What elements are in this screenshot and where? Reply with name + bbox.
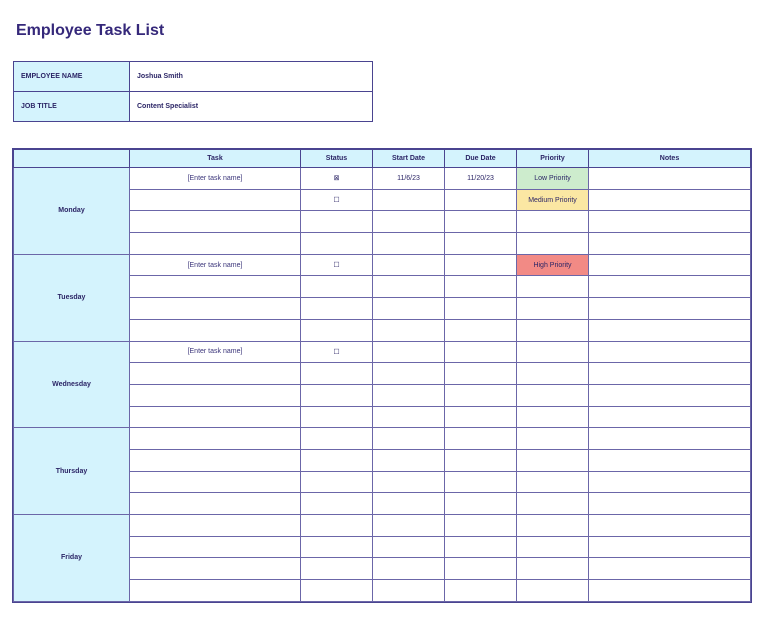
employee-info-table: [13, 61, 373, 122]
employee-name-field[interactable]: Joshua Smith: [130, 62, 373, 92]
due-date-cell[interactable]: [445, 536, 517, 558]
col-header-task: Task: [130, 150, 301, 168]
status-checkbox[interactable]: ☐: [301, 254, 373, 276]
notes-cell[interactable]: [589, 449, 751, 471]
start-date-cell[interactable]: [373, 406, 445, 428]
notes-cell[interactable]: [589, 211, 751, 233]
due-date-cell[interactable]: [445, 428, 517, 450]
start-date-cell[interactable]: [373, 189, 445, 211]
priority-cell[interactable]: [517, 449, 589, 471]
due-date-cell[interactable]: [445, 319, 517, 341]
status-checkbox[interactable]: [301, 276, 373, 298]
priority-cell[interactable]: [517, 298, 589, 320]
start-date-cell[interactable]: [373, 384, 445, 406]
priority-cell[interactable]: [517, 493, 589, 515]
task-cell[interactable]: [130, 536, 301, 558]
notes-cell[interactable]: [589, 580, 751, 602]
status-checkbox[interactable]: [301, 580, 373, 602]
task-cell[interactable]: [130, 384, 301, 406]
notes-cell[interactable]: [589, 298, 751, 320]
task-table-header: [14, 150, 751, 168]
task-cell[interactable]: [130, 363, 301, 385]
notes-cell[interactable]: [589, 471, 751, 493]
priority-cell[interactable]: [517, 406, 589, 428]
status-checkbox[interactable]: ☐: [301, 189, 373, 211]
priority-cell[interactable]: [517, 428, 589, 450]
task-cell[interactable]: [130, 406, 301, 428]
priority-cell[interactable]: [517, 558, 589, 580]
status-checkbox[interactable]: [301, 449, 373, 471]
start-date-cell[interactable]: [373, 449, 445, 471]
task-cell[interactable]: [130, 233, 301, 255]
start-date-cell[interactable]: [373, 341, 445, 363]
notes-cell[interactable]: [589, 254, 751, 276]
task-table-body: [14, 168, 751, 602]
day-label-friday: Friday: [14, 515, 130, 602]
day-label-thursday: Thursday: [14, 428, 130, 515]
due-date-cell[interactable]: [445, 515, 517, 537]
priority-cell[interactable]: [517, 276, 589, 298]
status-checkbox[interactable]: [301, 558, 373, 580]
task-cell[interactable]: [130, 298, 301, 320]
job-title-row: [14, 92, 373, 122]
start-date-cell[interactable]: [373, 536, 445, 558]
notes-cell[interactable]: [589, 493, 751, 515]
col-header-status: Status: [301, 150, 373, 168]
due-date-cell[interactable]: [445, 189, 517, 211]
notes-cell[interactable]: [589, 558, 751, 580]
col-header-due-date: Due Date: [445, 150, 517, 168]
start-date-cell[interactable]: [373, 580, 445, 602]
status-checkbox[interactable]: [301, 211, 373, 233]
start-date-cell[interactable]: [373, 298, 445, 320]
start-date-cell[interactable]: [373, 233, 445, 255]
due-date-cell[interactable]: [445, 363, 517, 385]
employee-name-label: EMPLOYEE NAME: [14, 62, 130, 92]
notes-cell[interactable]: [589, 406, 751, 428]
task-cell[interactable]: [130, 449, 301, 471]
table-row: [14, 341, 751, 363]
task-cell[interactable]: [130, 276, 301, 298]
start-date-cell[interactable]: 11/6/23: [373, 168, 445, 190]
notes-cell[interactable]: [589, 168, 751, 190]
status-checkbox[interactable]: [301, 363, 373, 385]
page-title: Employee Task List: [16, 22, 165, 39]
due-date-cell[interactable]: [445, 211, 517, 233]
status-checkbox[interactable]: [301, 536, 373, 558]
notes-cell[interactable]: [589, 363, 751, 385]
task-cell[interactable]: [130, 319, 301, 341]
due-date-cell[interactable]: [445, 276, 517, 298]
task-cell[interactable]: [130, 428, 301, 450]
due-date-cell[interactable]: [445, 233, 517, 255]
due-date-cell[interactable]: [445, 471, 517, 493]
notes-cell[interactable]: [589, 536, 751, 558]
col-header-start-date: Start Date: [373, 150, 445, 168]
start-date-cell[interactable]: [373, 254, 445, 276]
start-date-cell[interactable]: [373, 515, 445, 537]
start-date-cell[interactable]: [373, 211, 445, 233]
start-date-cell[interactable]: [373, 471, 445, 493]
due-date-cell[interactable]: [445, 558, 517, 580]
col-header-notes: Notes: [589, 150, 751, 168]
employee-name-row: [14, 62, 373, 92]
priority-cell[interactable]: [517, 384, 589, 406]
due-date-cell[interactable]: [445, 254, 517, 276]
table-row: [14, 515, 751, 537]
notes-cell[interactable]: [589, 341, 751, 363]
priority-cell[interactable]: [517, 515, 589, 537]
due-date-cell[interactable]: 11/20/23: [445, 168, 517, 190]
day-label-wednesday: Wednesday: [14, 341, 130, 428]
start-date-cell[interactable]: [373, 276, 445, 298]
task-cell[interactable]: [130, 580, 301, 602]
col-header-priority: Priority: [517, 150, 589, 168]
table-row: [14, 168, 751, 190]
col-header-day: [14, 150, 130, 168]
due-date-cell[interactable]: [445, 449, 517, 471]
start-date-cell[interactable]: [373, 319, 445, 341]
task-cell[interactable]: [Enter task name]: [130, 341, 301, 363]
job-title-label: JOB TITLE: [14, 92, 130, 122]
table-row: [14, 428, 751, 450]
task-table: [13, 149, 751, 602]
status-checkbox[interactable]: ☐: [301, 341, 373, 363]
due-date-cell[interactable]: [445, 493, 517, 515]
start-date-cell[interactable]: [373, 493, 445, 515]
due-date-cell[interactable]: [445, 406, 517, 428]
notes-cell[interactable]: [589, 515, 751, 537]
priority-cell[interactable]: [517, 471, 589, 493]
task-cell[interactable]: [130, 558, 301, 580]
priority-cell[interactable]: [517, 233, 589, 255]
status-checkbox[interactable]: [301, 298, 373, 320]
status-checkbox[interactable]: ⊠: [301, 168, 373, 190]
task-cell[interactable]: [130, 189, 301, 211]
due-date-cell[interactable]: [445, 580, 517, 602]
priority-cell[interactable]: Low Priority: [517, 168, 589, 190]
notes-cell[interactable]: [589, 384, 751, 406]
priority-cell[interactable]: [517, 341, 589, 363]
notes-cell[interactable]: [589, 189, 751, 211]
status-checkbox[interactable]: [301, 384, 373, 406]
notes-cell[interactable]: [589, 276, 751, 298]
start-date-cell[interactable]: [373, 363, 445, 385]
start-date-cell[interactable]: [373, 558, 445, 580]
priority-cell[interactable]: High Priority: [517, 254, 589, 276]
task-cell[interactable]: [130, 211, 301, 233]
status-checkbox[interactable]: [301, 233, 373, 255]
table-row: [14, 254, 751, 276]
priority-cell[interactable]: [517, 363, 589, 385]
job-title-field[interactable]: Content Specialist: [130, 92, 373, 122]
day-label-tuesday: Tuesday: [14, 254, 130, 341]
status-checkbox[interactable]: [301, 471, 373, 493]
status-checkbox[interactable]: [301, 406, 373, 428]
notes-cell[interactable]: [589, 233, 751, 255]
day-label-monday: Monday: [14, 168, 130, 255]
due-date-cell[interactable]: [445, 384, 517, 406]
notes-cell[interactable]: [589, 319, 751, 341]
status-checkbox[interactable]: [301, 428, 373, 450]
due-date-cell[interactable]: [445, 298, 517, 320]
task-cell[interactable]: [Enter task name]: [130, 254, 301, 276]
due-date-cell[interactable]: [445, 341, 517, 363]
start-date-cell[interactable]: [373, 428, 445, 450]
task-cell[interactable]: [130, 515, 301, 537]
priority-cell[interactable]: Medium Priority: [517, 189, 589, 211]
status-checkbox[interactable]: [301, 319, 373, 341]
status-checkbox[interactable]: [301, 515, 373, 537]
priority-cell[interactable]: [517, 211, 589, 233]
priority-cell[interactable]: [517, 536, 589, 558]
task-cell[interactable]: [Enter task name]: [130, 168, 301, 190]
priority-cell[interactable]: [517, 319, 589, 341]
priority-cell[interactable]: [517, 580, 589, 602]
task-cell[interactable]: [130, 471, 301, 493]
task-cell[interactable]: [130, 493, 301, 515]
status-checkbox[interactable]: [301, 493, 373, 515]
notes-cell[interactable]: [589, 428, 751, 450]
